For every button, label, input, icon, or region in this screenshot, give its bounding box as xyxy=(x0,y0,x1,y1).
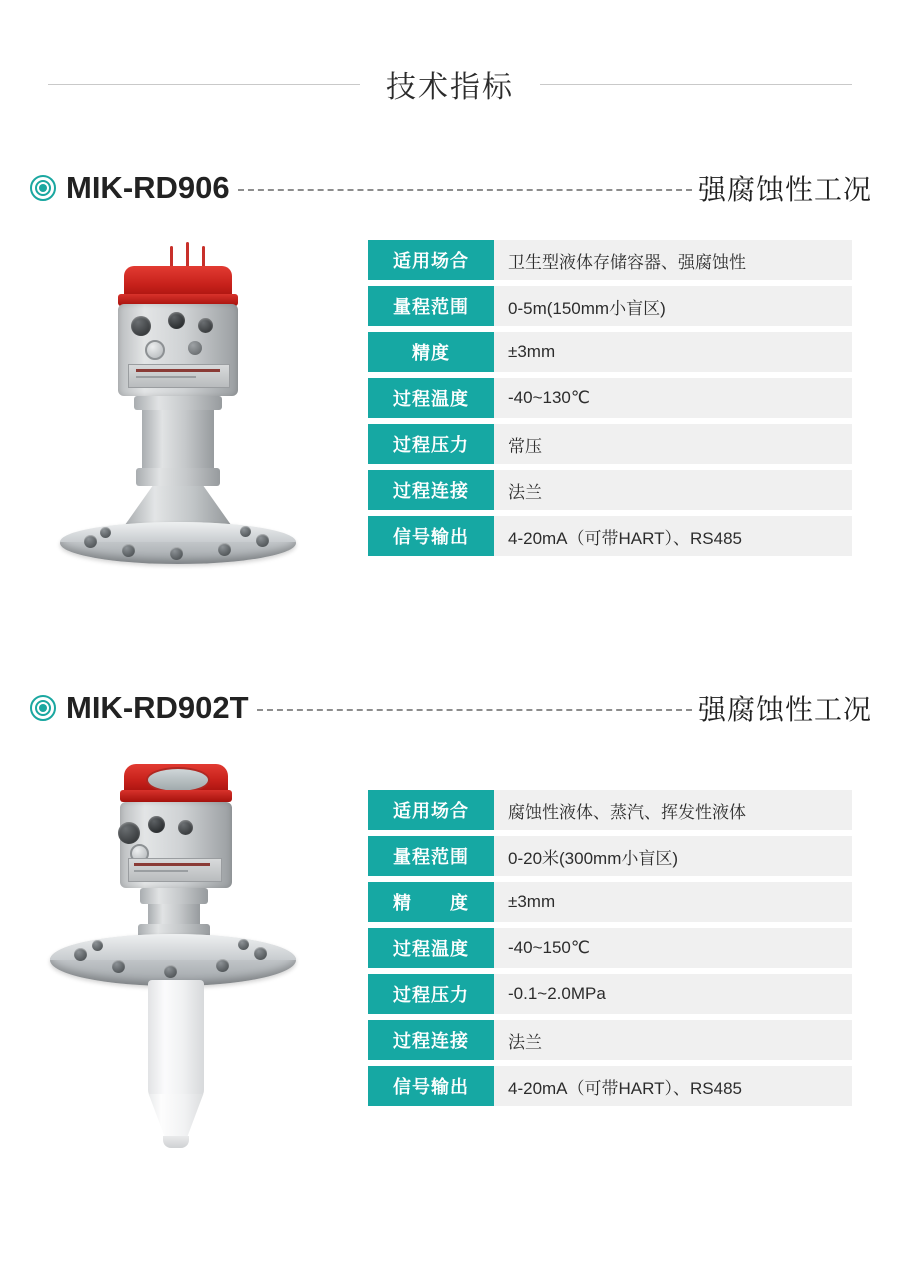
spec-label: 量程范围 xyxy=(368,836,494,876)
product-image-rd906 xyxy=(0,240,360,570)
page-title-bar xyxy=(0,0,900,106)
spec-value: ±3mm xyxy=(494,332,852,372)
spec-value: ±3mm xyxy=(494,882,852,922)
table-row xyxy=(368,928,852,968)
table-row xyxy=(368,516,852,556)
spec-label: 适用场合 xyxy=(368,790,494,830)
spec-label: 过程温度 xyxy=(368,378,494,418)
spec-label: 过程温度 xyxy=(368,928,494,968)
product-tagline: 强腐蚀性工况 xyxy=(697,174,872,205)
spec-label: 过程连接 xyxy=(368,1020,494,1060)
model-name: MIK-RD906 xyxy=(66,170,230,205)
table-row xyxy=(368,424,852,464)
spec-label: 精 度 xyxy=(368,882,494,922)
table-row xyxy=(368,332,852,372)
spec-value: -40~150℃ xyxy=(494,928,852,968)
spec-value: 腐蚀性液体、蒸汽、挥发性液体 xyxy=(494,790,852,830)
title-rule-left xyxy=(48,84,360,85)
table-row xyxy=(368,974,852,1014)
spec-table-rd906 xyxy=(368,234,852,562)
table-row xyxy=(368,882,852,922)
target-icon xyxy=(30,175,56,201)
spec-label: 信号输出 xyxy=(368,1066,494,1106)
table-row xyxy=(368,790,852,830)
spec-value: 4-20mA（可带HART）、RS485 xyxy=(494,1066,852,1106)
product-body-rd902t xyxy=(0,758,900,1158)
spec-value: 法兰 xyxy=(494,1020,852,1060)
spec-value: 4-20mA（可带HART）、RS485 xyxy=(494,516,852,556)
table-row xyxy=(368,836,852,876)
product-section-rd906 xyxy=(0,168,900,570)
product-section-rd902t xyxy=(0,688,900,1158)
target-icon xyxy=(30,695,56,721)
spec-label: 过程连接 xyxy=(368,470,494,510)
product-tagline: 强腐蚀性工况 xyxy=(697,694,872,725)
title-rule-right xyxy=(540,84,852,85)
spec-value: 0-5m(150mm小盲区) xyxy=(494,286,852,326)
product-header-rd902t xyxy=(0,688,900,728)
product-body-rd906 xyxy=(0,240,900,570)
dashed-divider xyxy=(257,709,692,711)
spec-value: -0.1~2.0MPa xyxy=(494,974,852,1014)
table-row xyxy=(368,286,852,326)
spec-table-rd902t xyxy=(368,784,852,1112)
spec-value: 0-20米(300mm小盲区) xyxy=(494,836,852,876)
spec-label: 精度 xyxy=(368,332,494,372)
page-title: 技术指标 xyxy=(386,71,514,104)
spec-label: 过程压力 xyxy=(368,424,494,464)
table-row xyxy=(368,240,852,280)
model-name: MIK-RD902T xyxy=(66,690,249,725)
spec-label: 量程范围 xyxy=(368,286,494,326)
spec-label: 适用场合 xyxy=(368,240,494,280)
product-image-rd902t xyxy=(0,758,360,1158)
spec-value: -40~130℃ xyxy=(494,378,852,418)
table-row xyxy=(368,1066,852,1106)
spec-value: 常压 xyxy=(494,424,852,464)
product-header-rd906 xyxy=(0,168,900,208)
table-row xyxy=(368,1020,852,1060)
spec-label: 信号输出 xyxy=(368,516,494,556)
spec-value: 法兰 xyxy=(494,470,852,510)
spec-value: 卫生型液体存储容器、强腐蚀性 xyxy=(494,240,852,280)
table-row xyxy=(368,470,852,510)
table-row xyxy=(368,378,852,418)
dashed-divider xyxy=(238,189,692,191)
spec-label: 过程压力 xyxy=(368,974,494,1014)
